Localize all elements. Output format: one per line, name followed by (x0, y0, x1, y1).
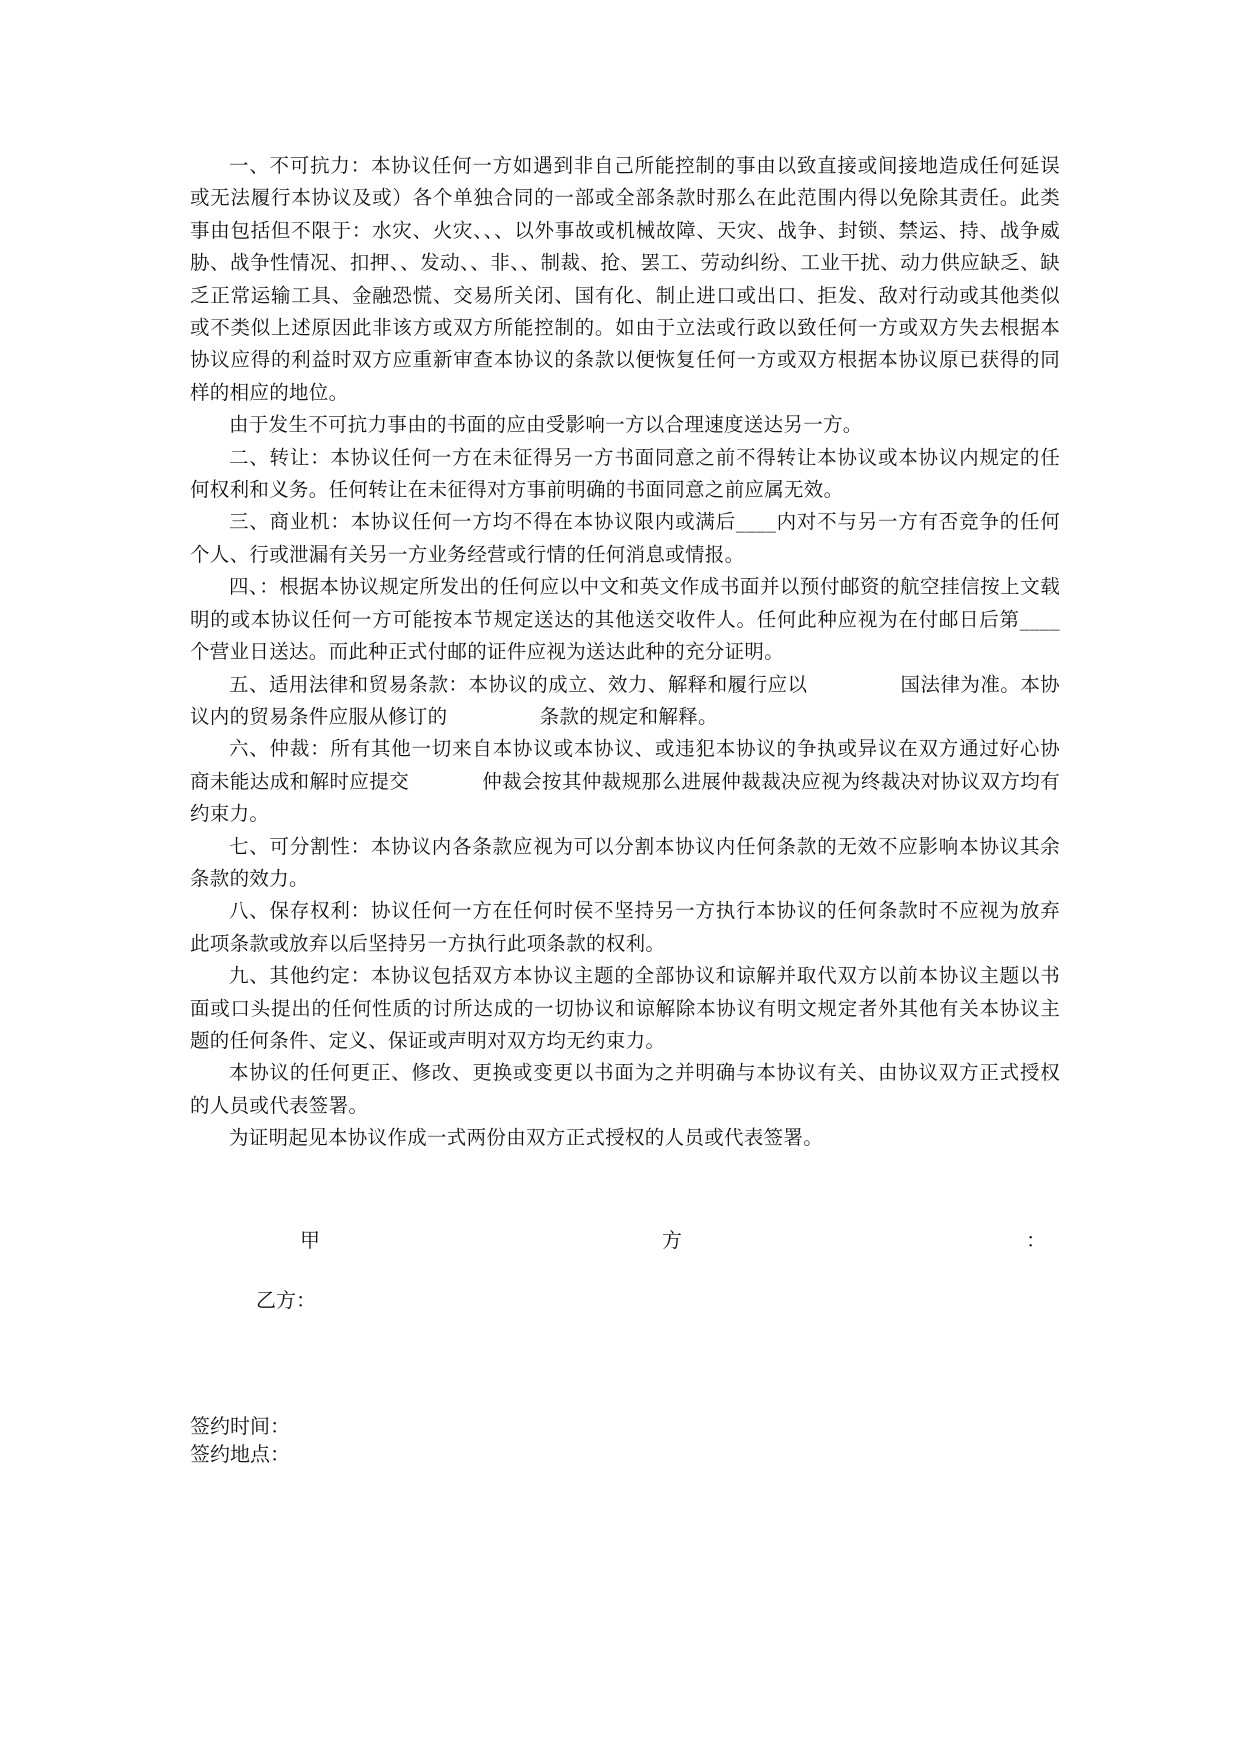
party-a-label-char2: 方 (662, 1228, 682, 1252)
agreement-body (190, 150, 1060, 1155)
clause-arbitration: 六、仲裁：所有其他一切来自本协议或本协议、或违犯本协议的争执或异议在双方通过好心协商未能达成和解时应提交 仲裁会按其仲裁规那么进展仲裁裁决应视为终裁决对协议双方均有约束力。 (190, 737, 1060, 826)
signing-info (190, 1412, 290, 1468)
sign-place-label: 签约地点： (190, 1442, 290, 1466)
party-a-label-char1: 甲 (300, 1228, 320, 1252)
party-b-label: 乙方： (256, 1288, 316, 1312)
clause-governing-law: 五、适用法律和贸易条款：本协议的成立、效力、解释和履行应以 国法律为准。本协议内的贸易条件应服从修订的 条款的规定和解释。 (190, 672, 1060, 728)
clause-notice: 四、：根据本协议规定所发出的任何应以中文和英文作成书面并以预付邮资的航空挂信按上文载明的或本协议任何一方可能按本节规定送达的其他送交收件人。任何此种应视为在付邮日后第____个营业日送达。而此种正式付邮的证件应视为送达此种的充分证明。 (190, 575, 1060, 664)
sign-time-label: 签约时间： (190, 1414, 290, 1438)
clause-force-majeure-notice: 由于发生不可抗力事由的书面的应由受影响一方以合理速度送达另一方。 (229, 413, 863, 437)
clause-reservation-of-rights: 八、保存权利：协议任何一方在任何时侯不坚持另一方执行本协议的任何条款时不应视为放弃此项条款或放弃以后坚持另一方执行此项条款的权利。 (190, 899, 1060, 955)
clause-severability: 七、可分割性：本协议内各条款应视为可以分割本协议内任何条款的无效不应影响本协议其余条款的效力。 (190, 834, 1060, 890)
clause-witness: 为证明起见本协议作成一式两份由双方正式授权的人员或代表签署。 (229, 1126, 824, 1150)
party-a-label-colon: ： (1026, 1228, 1046, 1252)
clause-force-majeure: 一、不可抗力：本协议任何一方如遇到非自己所能控制的事由以致直接或间接地造成任何延误或无法履行本协议及或）各个单独合同的一部或全部条款时那么在此范围内得以免除其责任。此类事由包括但不限于：水灾、火灾、、、以外事故或机械故障、天灾、战争、封锁、禁运、持、战争威胁、战争性情况、扣押、、发动、、非、、制裁、抢、罢工、劳动纠纷、工业干扰、动力供应缺乏、缺乏正常运输工具、金融恐慌、交易所关闭、国有化、制止进口或出口、拒发、敌对行动或其他类似或不类似上述原因此非该方或双方所能控制的。如由于立法或行政以致任何一方或双方失去根据本协议应得的利益时双方应重新审查本协议的条款以便恢复任何一方或双方根据本协议原已获得的同样的相应的地位。 (190, 154, 1060, 404)
clause-assignment: 二、转让：本协议任何一方在未征得另一方书面同意之前不得转让本协议或本协议内规定的任何权利和义务。任何转让在未征得对方事前明确的书面同意之前应属无效。 (190, 445, 1060, 502)
clause-entire-agreement: 九、其他约定：本协议包括双方本协议主题的全部协议和谅解并取代双方以前本协议主题以书面或口头提出的任何性质的讨所达成的一切协议和谅解除本协议有明文规定者外其他有关本协议主题的任何条件、定义、保证或声明对双方均无约束力。 (190, 964, 1060, 1052)
clause-business-confidentiality: 三、商业机：本协议任何一方均不得在本协议限内或满后____内对不与另一方有否竞争的任何个人、行或泄漏有关另一方业务经营或行情的任何消息或情报。 (190, 510, 1060, 566)
clause-amendment: 本协议的任何更正、修改、更换或变更以书面为之并明确与本协议有关、由协议双方正式授权的人员或代表签署。 (190, 1061, 1060, 1117)
